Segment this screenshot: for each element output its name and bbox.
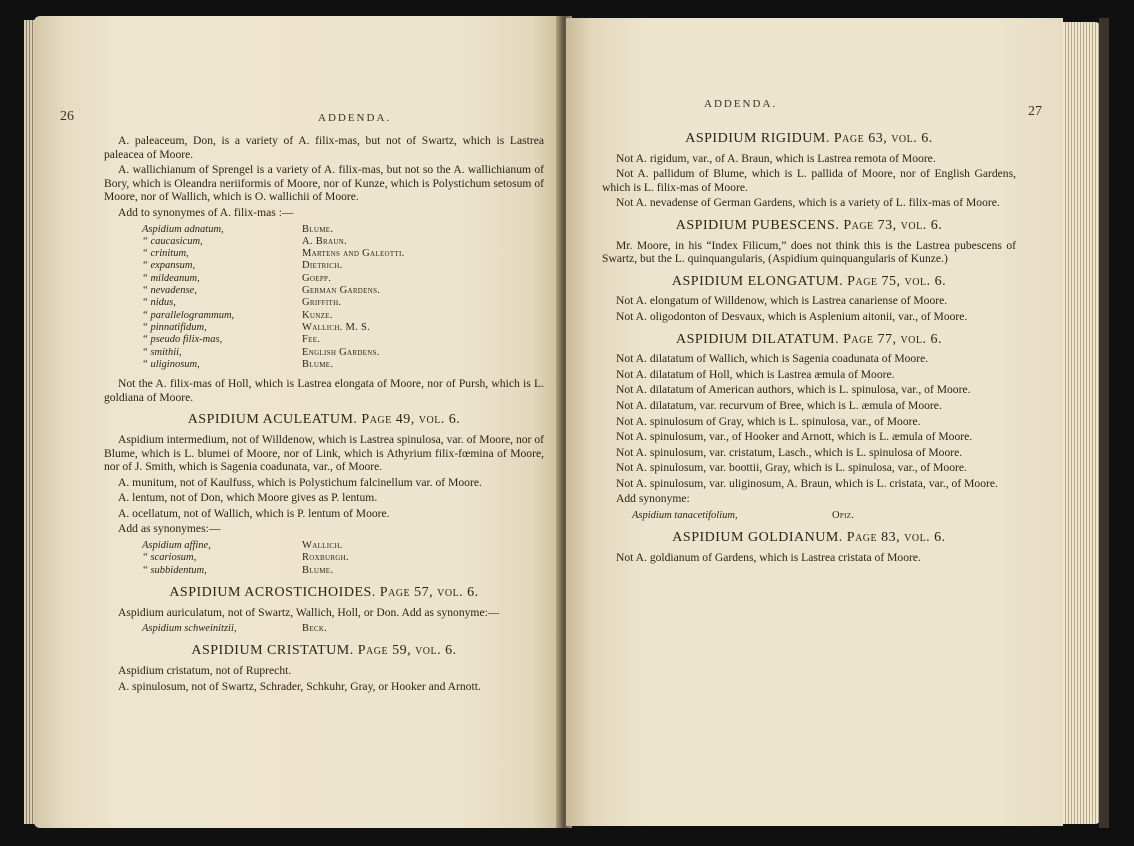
synonym-author: Kunze. bbox=[302, 309, 333, 321]
paragraph: A. spinulosum, not of Swartz, Schrader, Schkuhr, Gray, or Hooker and Arnott. bbox=[118, 679, 481, 693]
paragraph: Not A. dilatatum of American authors, which is L. spinulosa, var., of Moore. bbox=[616, 383, 971, 397]
section-heading-rigidum: ASPIDIUM RIGIDUM. Page 63, vol. 6. bbox=[685, 131, 933, 146]
synonym-author: Dietrich. bbox=[302, 260, 343, 272]
paragraph: Not A. spinulosum, var., of Hooker and Arnott, which is L. æmula of Moore. bbox=[616, 430, 973, 444]
synonym-author: Beck. bbox=[302, 623, 328, 635]
right-page-text bbox=[602, 132, 1016, 567]
paragraph: Not A. spinulosum of Gray, which is L. spinulosa, var., of Moore. bbox=[616, 414, 921, 428]
left-page-text bbox=[104, 134, 544, 695]
synonym-author: Roxburgh. bbox=[302, 552, 349, 564]
synonym-list bbox=[602, 510, 1016, 522]
book-edge-shadow bbox=[1099, 18, 1109, 828]
synonym-row bbox=[104, 236, 544, 248]
section-heading-goldianum: ASPIDIUM GOLDIANUM. Page 83, vol. 6. bbox=[672, 530, 946, 546]
paragraph: Not A. dilatatum of Holl, which is Lastrea æmula of Moore. bbox=[616, 367, 895, 381]
synonym-list bbox=[104, 224, 544, 372]
paragraph: Not A. rigidum, var., of A. Braun, which is Lastrea remota of Moore. bbox=[616, 151, 936, 165]
synonym-author: Martens and Galeotti. bbox=[302, 248, 405, 260]
paragraph: Aspidium intermedium, not of Willdenow, which is Lastrea spinulosa, var. of Moore, nor of Blume, which is L. blumei of Moore, nor of Link, which is Athyrium filix-fœmina of Moore, nor of J. Smith, which is Sagenia coadunata, var., of Moore. bbox=[104, 432, 544, 474]
synonym-author: A. Braun. bbox=[302, 235, 347, 247]
synonym-author: Wallich. bbox=[302, 540, 343, 552]
synonym-name: “ nevadense, bbox=[142, 285, 197, 297]
synonym-row bbox=[104, 297, 544, 309]
paragraph: Not A. pallidum of Blume, which is L. pallida of Moore, nor of English Gardens, which is L. filix-mas of Moore. bbox=[602, 167, 1016, 194]
paragraph: Add synonyme: bbox=[616, 492, 690, 506]
synonym-row bbox=[104, 334, 544, 346]
paragraph: Aspidium cristatum, not of Ruprecht. bbox=[118, 664, 292, 678]
paragraph: Add as synonymes:— bbox=[118, 522, 221, 536]
synonym-name: Aspidium tanacetifolium, bbox=[632, 510, 738, 522]
synonym-name: Aspidium schweinitzii, bbox=[142, 623, 237, 635]
synonym-row bbox=[104, 565, 544, 577]
synonym-author: Opiz. bbox=[832, 510, 855, 522]
synonym-name: “ uliginosum, bbox=[142, 358, 200, 370]
synonym-name: “ parallelogrammum, bbox=[142, 309, 235, 321]
synonym-row bbox=[104, 552, 544, 564]
synonym-name: “ smithii, bbox=[142, 346, 182, 358]
running-head-left: ADDENDA. bbox=[318, 112, 392, 124]
synonym-row bbox=[602, 510, 1016, 522]
synonym-author: Blume. bbox=[302, 223, 334, 235]
synonym-row bbox=[104, 310, 544, 322]
left-page bbox=[34, 16, 564, 828]
paragraph: Not A. spinulosum, var. cristatum, Lasch., which is L. spinulosa of Moore. bbox=[616, 445, 963, 459]
synonym-author: Goepp. bbox=[302, 272, 332, 284]
synonym-name: “ caucasicum, bbox=[142, 235, 203, 247]
synonym-row bbox=[104, 540, 544, 552]
synonym-list bbox=[104, 540, 544, 577]
section-heading-dilatatum: ASPIDIUM DILATATUM. Page 77, vol. 6. bbox=[675, 331, 943, 347]
synonym-row bbox=[104, 260, 544, 272]
synonym-author: Blume. bbox=[302, 358, 334, 370]
synonym-row bbox=[104, 322, 544, 334]
synonym-name: “ nidus, bbox=[142, 297, 176, 309]
synonym-name: “ crinitum, bbox=[142, 248, 189, 260]
paragraph: A. munitum, not of Kaulfuss, which is Polystichum falcinellum var. of Moore. bbox=[118, 475, 482, 489]
synonym-name: Aspidium affine, bbox=[142, 540, 211, 552]
running-head-right: ADDENDA. bbox=[704, 98, 778, 110]
section-heading-elongatum: ASPIDIUM ELONGATUM. Page 75, vol. 6. bbox=[671, 273, 947, 289]
synonym-author: German Gardens. bbox=[302, 285, 381, 297]
paragraph: A. wallichianum of Sprengel is a variety of A. filix-mas, but not so the A. wallichianum of Bory, which is Oleandra neriiformis of Moore, nor of Kunze, which is Polystichum setosum of Moore, nor of Wallich, which is O. wallichii of Moore. bbox=[104, 163, 544, 204]
right-page bbox=[566, 18, 1063, 826]
paragraph: Aspidium auriculatum, not of Swartz, Wallich, Holl, or Don. Add as synonyme:— bbox=[118, 605, 500, 619]
synonym-list bbox=[104, 623, 544, 635]
synonym-author: Blume. bbox=[302, 564, 334, 576]
paragraph: Not A. spinulosum, var. boottii, Gray, which is L. spinulosa, var., of Moore. bbox=[616, 461, 967, 475]
paragraph: Not A. spinulosum, var. uliginosum, A. Braun, which is L. cristata, var., of Moore. bbox=[616, 476, 998, 490]
synonym-row bbox=[104, 273, 544, 285]
paragraph: Not A. oligodonton of Desvaux, which is Asplenium aitonii, var., of Moore. bbox=[616, 309, 968, 323]
synonym-row bbox=[104, 285, 544, 297]
page-number-left: 26 bbox=[60, 109, 74, 124]
paragraph: Add to synonymes of A. filix-mas :— bbox=[118, 205, 294, 219]
paragraph: A. paleaceum, Don, is a variety of A. filix-mas, but not of Swartz, which is Lastrea paleacea of Moore. bbox=[104, 134, 544, 161]
right-page-edges bbox=[1063, 22, 1101, 824]
paragraph: Not A. elongatum of Willdenow, which is Lastrea canariense of Moore. bbox=[616, 294, 948, 308]
synonym-name: “ subbidentum, bbox=[142, 564, 207, 576]
synonym-row bbox=[104, 224, 544, 236]
section-heading-aculeatum: ASPIDIUM ACULEATUM. Page 49, vol. 6. bbox=[187, 412, 461, 428]
page-number-right: 27 bbox=[1028, 104, 1042, 119]
paragraph: Not the A. filix-mas of Holl, which is Lastrea elongata of Moore, nor of Pursh, which is L. goldiana of Moore. bbox=[104, 377, 544, 404]
section-heading-cristatum: ASPIDIUM CRISTATUM. Page 59, vol. 6. bbox=[191, 643, 457, 659]
synonym-row bbox=[104, 359, 544, 371]
synonym-row bbox=[104, 347, 544, 359]
paragraph: Not A. dilatatum, var. recurvum of Bree, which is L. æmula of Moore. bbox=[616, 398, 942, 412]
synonym-row bbox=[104, 623, 544, 635]
synonym-author: Griffith. bbox=[302, 297, 342, 309]
paragraph: A. lentum, not of Don, which Moore gives as P. lentum. bbox=[118, 491, 378, 505]
section-heading-acrostichoides: ASPIDIUM ACROSTICHOIDES. Page 57, vol. 6. bbox=[169, 584, 479, 600]
paragraph: Not A. goldianum of Gardens, which is Lastrea cristata of Moore. bbox=[616, 550, 921, 564]
synonym-name: “ expansum, bbox=[142, 260, 196, 272]
synonym-name: “ pinnatifidum, bbox=[142, 321, 207, 333]
paragraph: Not A. dilatatum of Wallich, which is Sagenia coadunata of Moore. bbox=[616, 352, 929, 366]
synonym-author: English Gardens. bbox=[302, 346, 380, 358]
synonym-author: Fee. bbox=[302, 334, 321, 346]
paragraph: Mr. Moore, in his “Index Filicum,” does not think this is the Lastrea pubescens of Swartz, but the L. quinquangularis, (Aspidium quinquangularis of Kunze.) bbox=[602, 238, 1016, 266]
synonym-row bbox=[104, 248, 544, 260]
synonym-author: Wallich. M. S. bbox=[302, 321, 371, 333]
synonym-name: “ scariosum, bbox=[142, 552, 197, 564]
synonym-name: “ pseudo filix-mas, bbox=[142, 334, 223, 346]
paragraph: A. ocellatum, not of Wallich, which is P. lentum of Moore. bbox=[118, 506, 390, 520]
synonym-name: Aspidium adnatum, bbox=[142, 223, 224, 235]
section-heading-pubescens: ASPIDIUM PUBESCENS. Page 73, vol. 6. bbox=[675, 217, 943, 233]
synonym-name: “ mildeanum, bbox=[142, 272, 200, 284]
paragraph: Not A. nevadense of German Gardens, which is a variety of L. filix-mas of Moore. bbox=[616, 196, 1000, 210]
